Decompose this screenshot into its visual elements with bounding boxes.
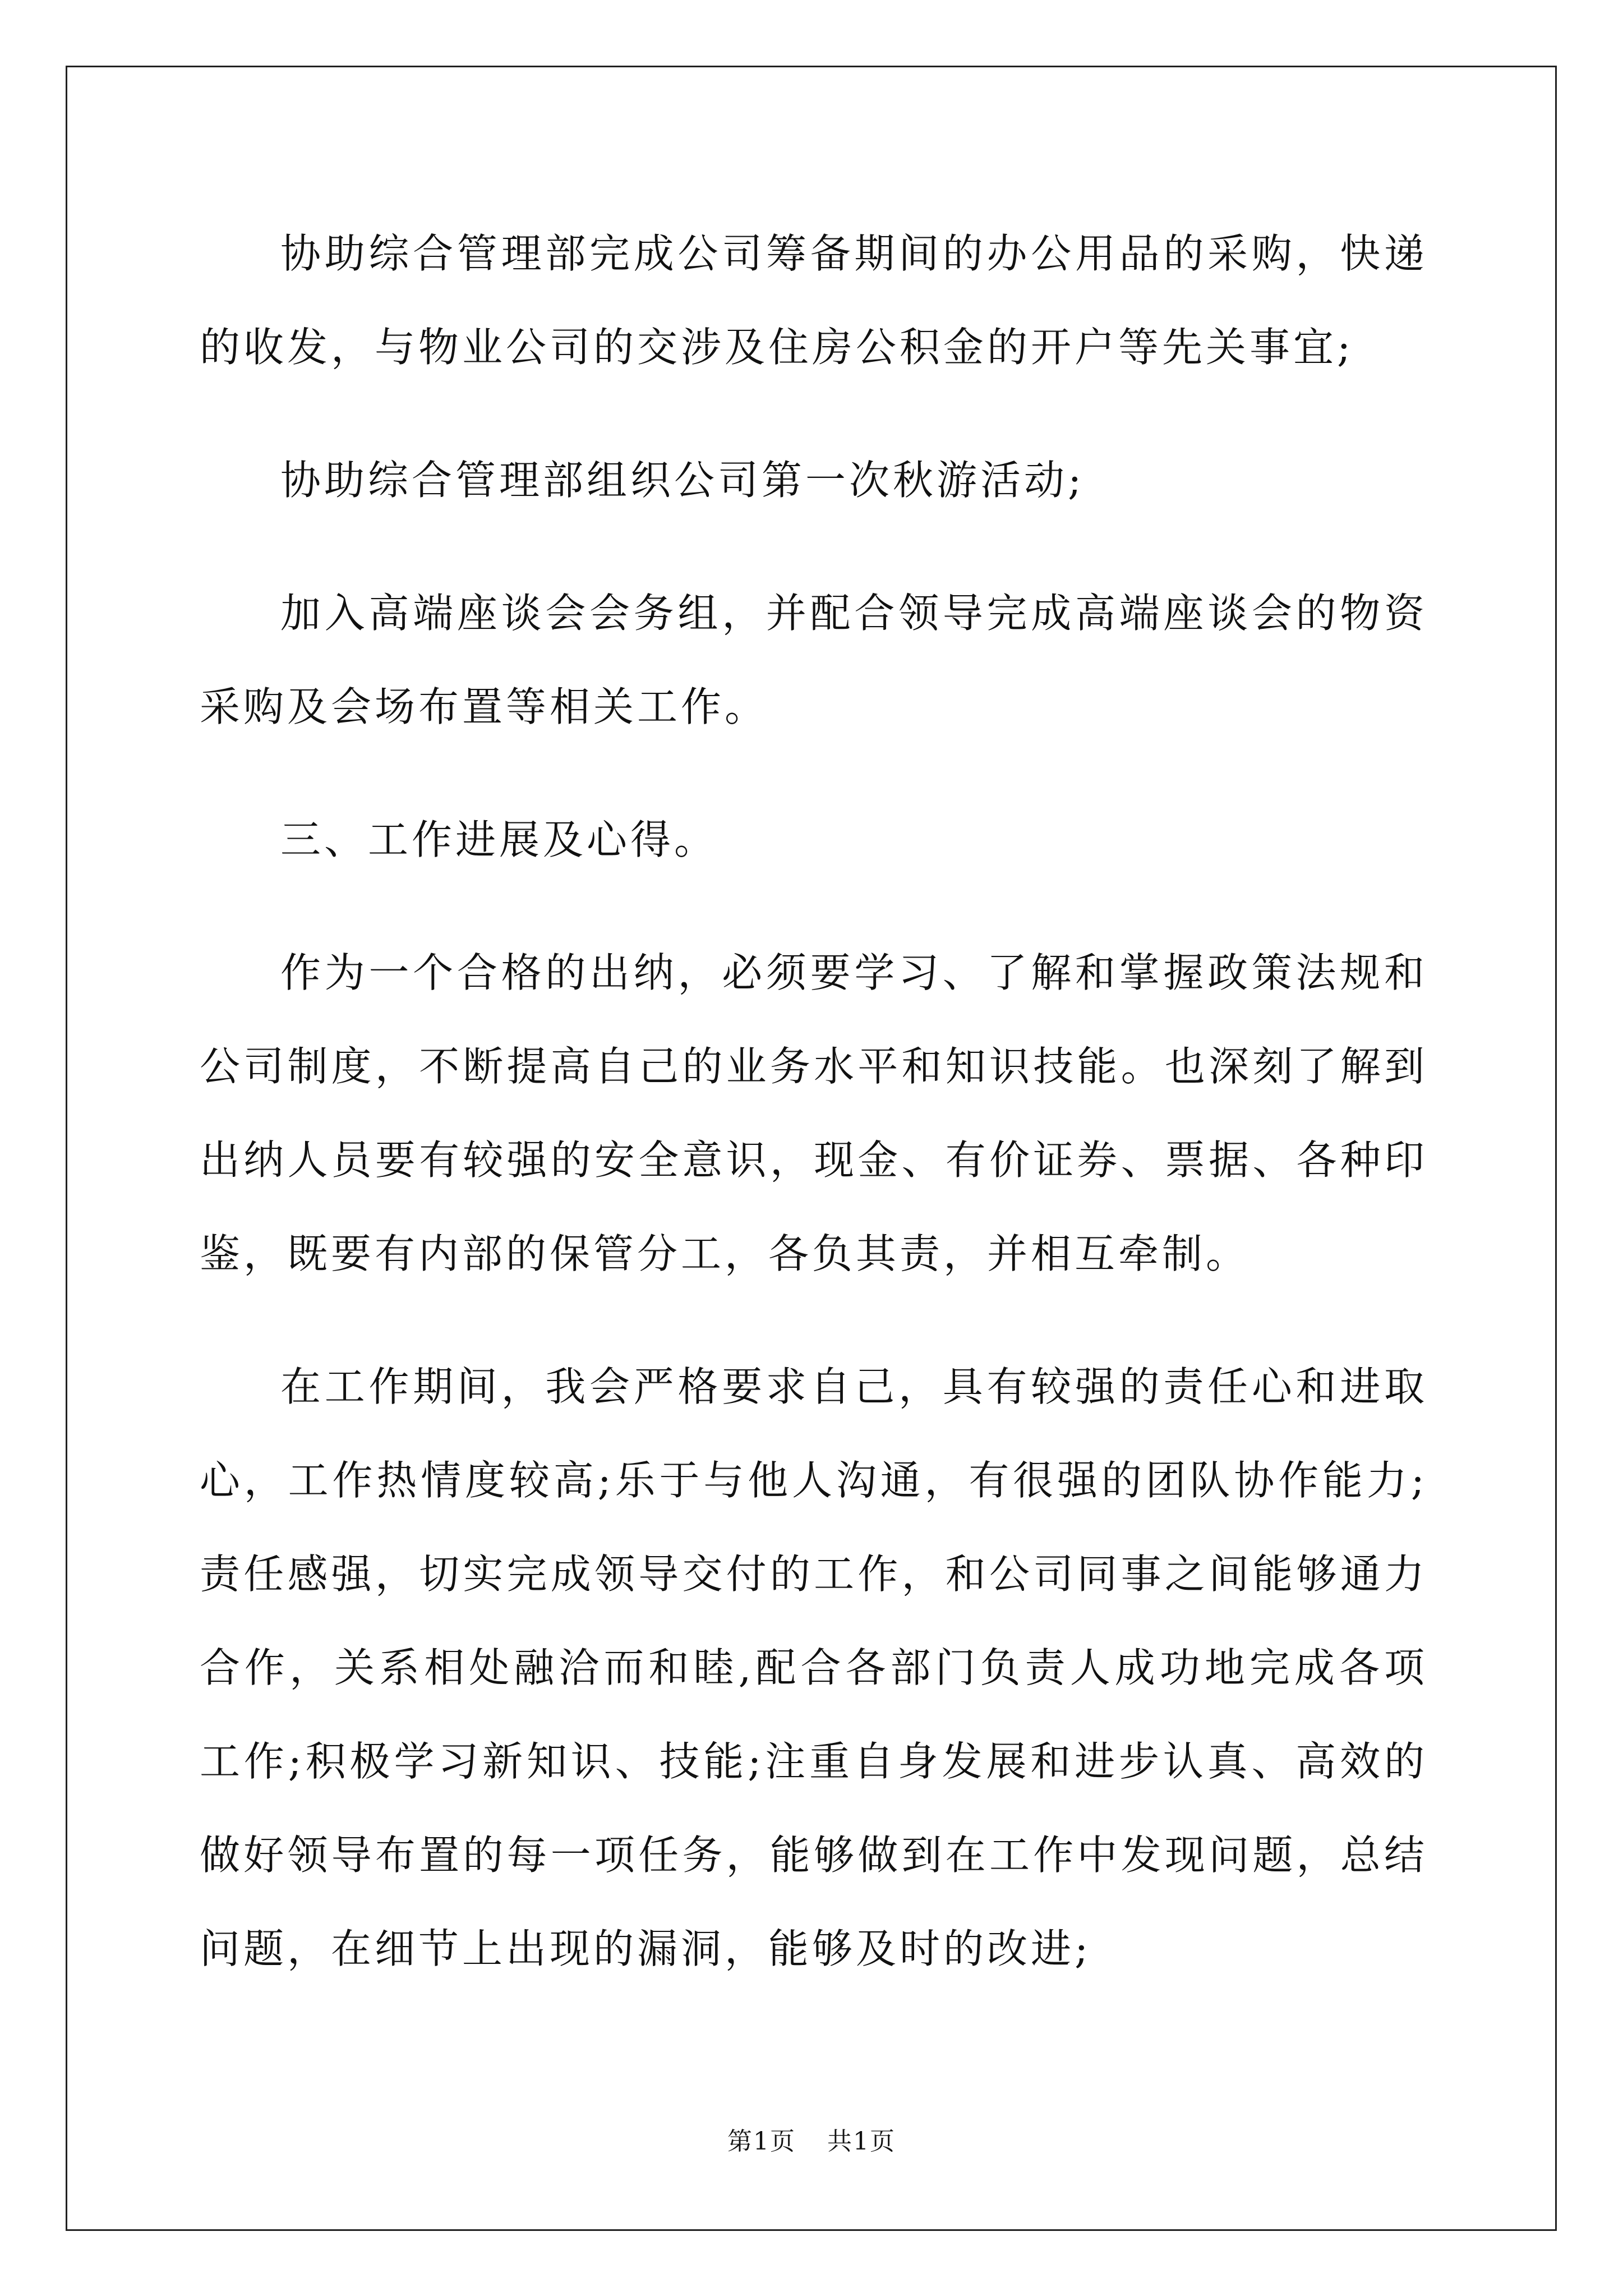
page-number-total: 共1页 [827, 2127, 896, 2156]
page-number-current: 第1页 [727, 2127, 796, 2156]
paragraph: 协助综合管理部组织公司第一次秋游活动; [280, 457, 1085, 504]
paragraph: 作为一个合格的出纳，必须要学习、了解和掌握政策法规和公司制度，不断提高自己的业务水平和知识技能。也深刻了解到出纳人员要有较强的安全意识，现金、有价证券、票据、各种印鉴，既要有内部的保管分工，各负其责，并相互牵制。 [200, 949, 1428, 1277]
document-body [200, 207, 1428, 2035]
paragraph: 加入高端座谈会会务组，并配合领导完成高端座谈会的物资采购及会场布置等相关工作。 [200, 590, 1428, 730]
section-heading: 三、工作进展及心得。 [280, 816, 718, 863]
paragraph: 在工作期间，我会严格要求自己，具有较强的责任心和进取心，工作热情度较高;乐于与他人沟通，有很强的团队协作能力;责任感强，切实完成领导交付的工作，和公司同事之间能够通力合作，关系相处融洽而和睦,配合各部门负责人成功地完成各项工作;积极学习新知识、技能;注重自身发展和进步认真、高效的做好领导布置的每一项任务，能够做到在工作中发现问题，总结问题，在细节上出现的漏洞，能够及时的改进; [200, 1363, 1428, 1972]
page-footer [0, 2125, 1623, 2159]
paragraph: 协助综合管理部完成公司筹备期间的办公用品的采购，快递的收发，与物业公司的交涉及住房公积金的开户等先关事宜; [200, 230, 1428, 371]
